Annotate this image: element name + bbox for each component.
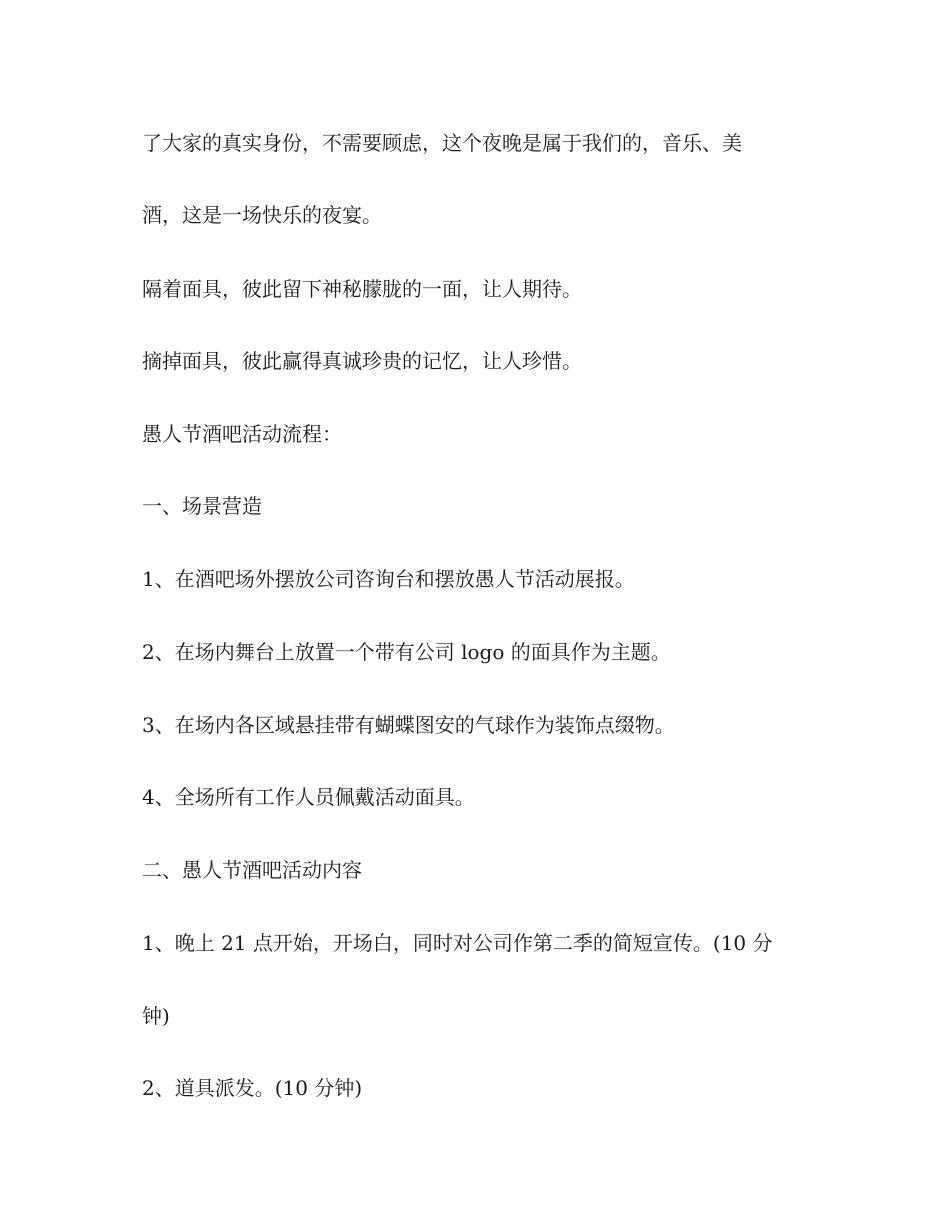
list-item: 1、晚上 21 点开始，开场白，同时对公司作第二季的简短宣传。(10 分 [142, 931, 773, 955]
section-heading: 一、场景营造 [142, 494, 262, 518]
list-item: 4、全场所有工作人员佩戴活动面具。 [142, 785, 475, 809]
section-heading: 二、愚人节酒吧活动内容 [142, 858, 362, 882]
list-item-continuation: 钟) [142, 1004, 170, 1028]
paragraph-line: 酒，这是一场快乐的夜宴。 [142, 203, 382, 227]
paragraph-line: 隔着面具，彼此留下神秘朦胧的一面，让人期待。 [142, 277, 582, 301]
section-heading: 愚人节酒吧活动流程： [142, 422, 342, 446]
list-item: 3、在场内各区域悬挂带有蝴蝶图安的气球作为装饰点缀物。 [142, 713, 675, 737]
paragraph-line: 摘掉面具，彼此赢得真诚珍贵的记忆，让人珍惜。 [142, 349, 582, 373]
list-item: 1、在酒吧场外摆放公司咨询台和摆放愚人节活动展报。 [142, 567, 635, 591]
paragraph-line: 了大家的真实身份，不需要顾虑，这个夜晚是属于我们的，音乐、美 [142, 131, 742, 155]
list-item: 2、在场内舞台上放置一个带有公司 logo 的面具作为主题。 [142, 640, 671, 664]
list-item: 2、道具派发。(10 分钟) [142, 1076, 363, 1100]
